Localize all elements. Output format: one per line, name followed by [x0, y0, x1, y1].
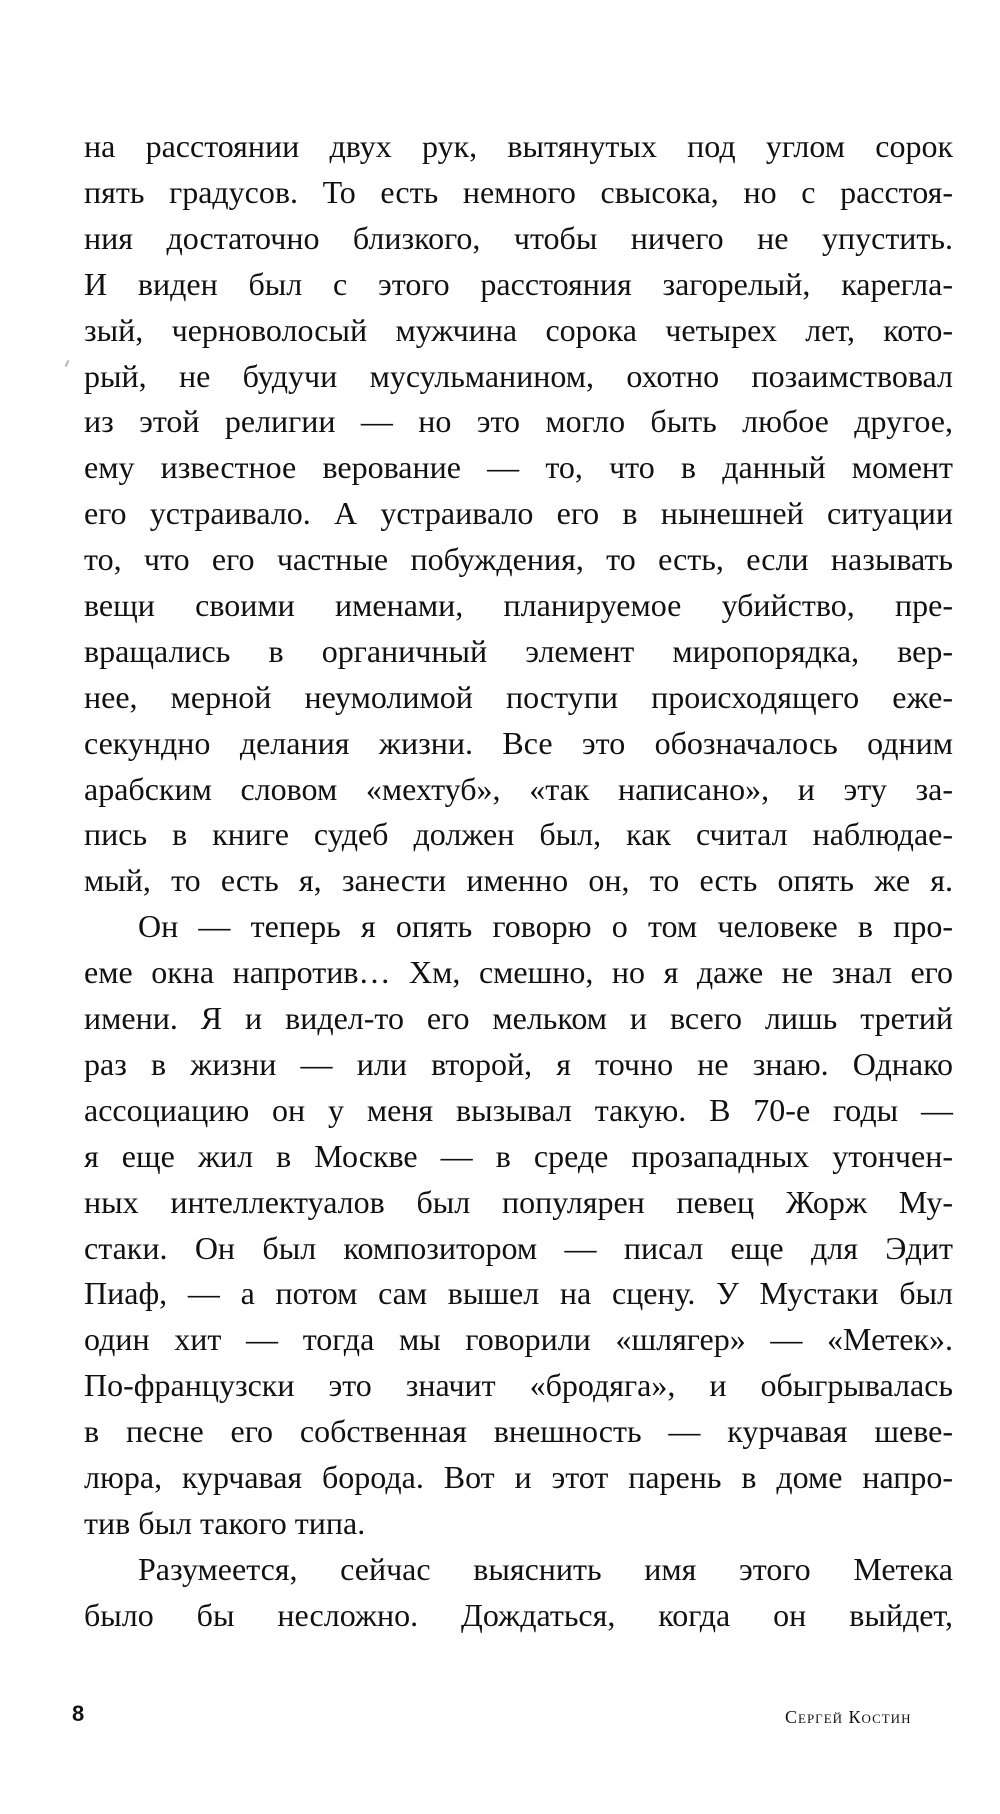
- text-line: зый, черноволосый мужчина сорока четырех лет, кото-: [84, 312, 953, 348]
- text-line: еме окна напротив… Хм, смешно, но я даже не знал его: [84, 954, 953, 990]
- text-line: то, что его частные побуждения, то есть, если называть: [84, 541, 953, 577]
- text-line: ему известное верование — то, что в данный момент: [84, 449, 953, 485]
- text-line: в песне его собственная внешность — курчавая шеве-: [84, 1413, 953, 1449]
- text-line: рый, не будучи мусульманином, охотно позаимствовал: [84, 358, 953, 394]
- text-line: ния достаточно близкого, чтобы ничего не упустить.: [84, 220, 953, 256]
- paragraph-start-line: Он — теперь я опять говорю о том человеке в про-: [138, 908, 953, 944]
- scan-artifact-mark: [65, 360, 70, 367]
- text-line: его устраивало. А устраивало его в нынешней ситуации: [84, 495, 953, 531]
- text-line: раз в жизни — или второй, я точно не знаю. Однако: [84, 1046, 953, 1082]
- running-footer-author: Сергей Костин: [785, 1707, 912, 1727]
- text-line: арабским словом «мехтуб», «так написано», и эту за-: [84, 771, 953, 807]
- text-line: ных интеллектуалов был популярен певец Жорж Му-: [84, 1184, 953, 1220]
- paragraph-end-line: тив был такого типа.: [84, 1505, 366, 1541]
- text-line: было бы несложно. Дождаться, когда он выйдет,: [84, 1597, 953, 1633]
- text-line: пись в книге судеб должен был, как считал наблюдае-: [84, 816, 953, 852]
- text-line: Пиаф, — а потом сам вышел на сцену. У Мустаки был: [84, 1275, 953, 1311]
- text-line: нее, мерной неумолимой поступи происходящего еже-: [84, 679, 953, 715]
- text-line: вращались в органичный элемент миропорядка, вер-: [84, 633, 953, 669]
- text-line: И виден был с этого расстояния загорелый, карегла-: [84, 266, 953, 302]
- text-line: пять градусов. То есть немного свысока, но с расстоя-: [84, 174, 953, 210]
- paragraph-start-line: Разумеется, сейчас выяснить имя этого Метека: [138, 1551, 953, 1587]
- text-line: секундно делания жизни. Все это обозначалось одним: [84, 725, 953, 761]
- text-line: ассоциацию он у меня вызывал такую. В 70-е годы —: [84, 1092, 953, 1128]
- text-line: из этой религии — но это могло быть любое другое,: [84, 403, 953, 439]
- text-line: один хит — тогда мы говорили «шлягер» — «Метек».: [84, 1321, 953, 1357]
- text-line: мый, то есть я, занести именно он, то есть опять же я.: [84, 862, 953, 898]
- text-line: стаки. Он был композитором — писал еще для Эдит: [84, 1230, 953, 1266]
- text-line: вещи своими именами, планируемое убийство, пре-: [84, 587, 953, 623]
- text-line: По-французски это значит «бродяга», и обыгрывалась: [84, 1367, 953, 1403]
- text-line: люра, курчавая борода. Вот и этот парень в доме напро-: [84, 1459, 953, 1495]
- text-line: я еще жил в Москве — в среде прозападных утончен-: [84, 1138, 953, 1174]
- text-line: на расстоянии двух рук, вытянутых под углом сорок: [84, 128, 953, 164]
- page-number: 8: [72, 1701, 85, 1726]
- text-line: имени. Я и видел-то его мельком и всего лишь третий: [84, 1000, 953, 1036]
